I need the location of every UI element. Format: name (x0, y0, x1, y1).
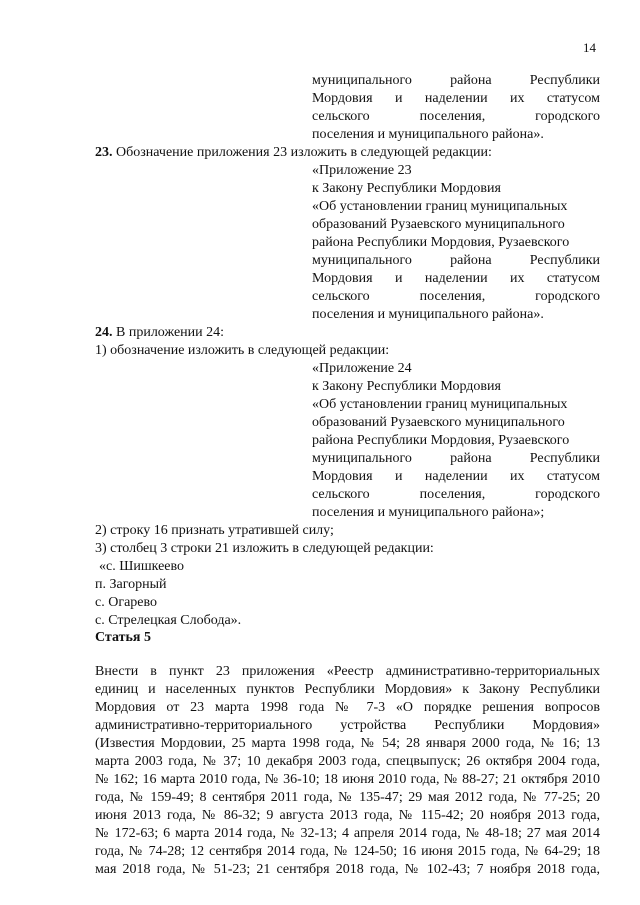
article-line: административно-территориального устройства Республики Мордовия» (95, 718, 600, 733)
block3-line: района Республики Мордовия, Рузаевского (312, 433, 570, 448)
item-23-number: 23. (95, 145, 113, 160)
block1-line: сельского поселения, городского (312, 109, 600, 124)
block2-line: «Об установлении границ муниципальных (312, 199, 568, 214)
item-24-text: В приложении 24: (112, 325, 225, 340)
block1-line: муниципального района Республики (312, 73, 600, 88)
block2-line: Мордовия и наделении их статусом (312, 271, 600, 286)
article-line: (Известия Мордовии, 25 марта 1998 года, № 54; 28 января 2000 года, № 16; 13 (95, 736, 600, 751)
article-line: года, № 159-49; 8 сентября 2011 года, № 135-47; 29 мая 2012 года, № 77-25; 20 (95, 790, 600, 805)
block2-line: сельского поселения, городского (312, 289, 600, 304)
page-number: 14 (583, 40, 596, 55)
block3-line: «Приложение 24 (312, 361, 412, 376)
article-heading: Статья 5 (95, 630, 151, 645)
article-line: № 172-63; 6 марта 2014 года, № 32-13; 4 апреля 2014 года, № 48-18; 27 мая 2014 (95, 826, 600, 841)
locality-item: «с. Шишкеево (99, 559, 185, 574)
block2-line: поселения и муниципального района». (312, 307, 544, 322)
block1-line: Мордовия и наделении их статусом (312, 91, 600, 106)
article-line: Мордовия от 23 марта 1998 года № 7-3 «О порядке решения вопросов (95, 700, 600, 715)
item-24 (95, 324, 224, 342)
subitem-3: 3) столбец 3 строки 21 изложить в следующей редакции: (95, 541, 434, 556)
subitem-2: 2) строку 16 признать утратившей силу; (95, 523, 334, 538)
block1-line: поселения и муниципального района». (312, 127, 544, 142)
item-24-number: 24. (95, 325, 113, 340)
block3-line: к Закону Республики Мордовия (312, 379, 501, 394)
block2-line: района Республики Мордовия, Рузаевского (312, 235, 570, 250)
article-line-text: Внести в пункт 23 приложения «Реестр административно-территориальных (95, 664, 600, 679)
item-23-text: Обозначение приложения 23 изложить в следующей редакции: (112, 145, 492, 160)
subitem-1: 1) обозначение изложить в следующей редакции: (95, 343, 390, 358)
block3-line: Мордовия и наделении их статусом (312, 469, 600, 484)
item-23 (95, 144, 492, 162)
block3-line: «Об установлении границ муниципальных (312, 397, 568, 412)
block2-line: образований Рузаевского муниципального (312, 217, 565, 232)
article-line: июня 2013 года, № 86-32; 9 августа 2013 года, № 115-42; 20 ноября 2013 года, (95, 808, 600, 823)
article-line: № 162; 16 марта 2010 года, № 36-10; 18 июня 2010 года, № 88-27; 21 октября 2010 (95, 772, 600, 787)
block3-line: образований Рузаевского муниципального (312, 415, 565, 430)
article-line: года, № 74-28; 12 сентября 2014 года, № 124-50; 16 июня 2015 года, № 64-29; 18 (95, 844, 600, 859)
locality-item: с. Стрелецкая Слобода». (95, 613, 242, 628)
block2-line: муниципального района Республики (312, 253, 600, 268)
block3-line: поселения и муниципального района»; (312, 505, 545, 520)
article-line (95, 663, 600, 681)
block2-line: к Закону Республики Мордовия (312, 181, 501, 196)
block3-line: муниципального района Республики (312, 451, 600, 466)
block3-line: сельского поселения, городского (312, 487, 600, 502)
article-line: мая 2018 года, № 51-23; 21 сентября 2018 года, № 102-43; 7 ноября 2018 года, (95, 862, 600, 877)
article-line: единиц и населенных пунктов Республики Мордовия» к Закону Республики (95, 682, 600, 697)
locality-item: п. Загорный (95, 577, 167, 592)
block2-line: «Приложение 23 (312, 163, 412, 178)
locality-item: с. Огарево (95, 595, 158, 610)
article-line: марта 2003 года, № 37; 10 декабря 2003 года, спецвыпуск; 26 октября 2004 года, (95, 754, 600, 769)
